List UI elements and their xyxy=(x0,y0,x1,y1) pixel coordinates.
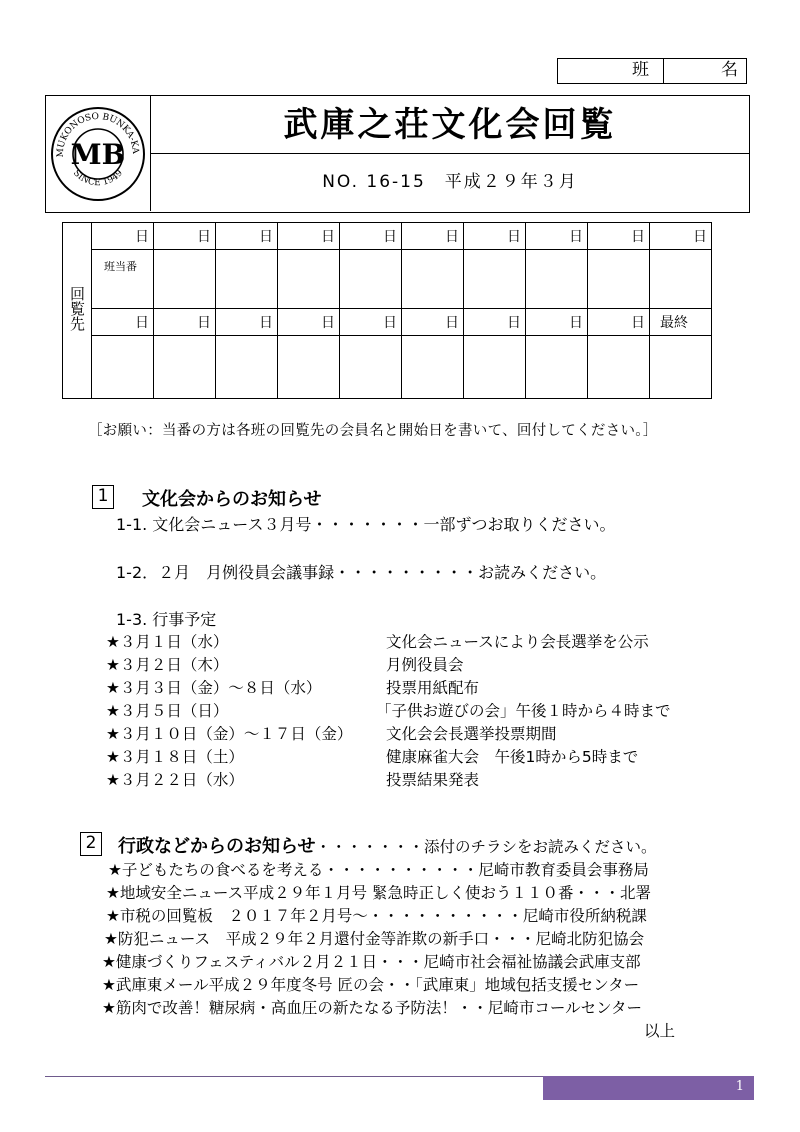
mb-logo-seal xyxy=(46,96,150,211)
date-cell: 日 xyxy=(526,309,588,336)
date-cell: 日 xyxy=(216,309,278,336)
notice-item: ★地域安全ニュース平成２９年１月号 緊急時正しく使おう１１０番・・・北署 xyxy=(106,884,652,902)
member-cell xyxy=(650,336,712,399)
date-cell: 日 xyxy=(402,309,464,336)
member-cell xyxy=(340,336,402,399)
notice-item: ★市税の回覧板 ２０１７年２月号～・・・・・・・・・・尼崎市役所納税課 xyxy=(106,907,647,925)
logo-cell xyxy=(46,96,151,211)
member-cell xyxy=(402,336,464,399)
event-date: ★３月５日（日） xyxy=(106,702,229,720)
date-cell: 日 xyxy=(154,223,216,250)
notice-item: ★子どもたちの食べるを考える・・・・・・・・・・尼崎市教育委員会事務局 xyxy=(108,861,649,879)
duty-label: 班当番 xyxy=(104,260,137,273)
event-date: ★３月１８日（土） xyxy=(106,748,244,766)
final-cell: 最終 xyxy=(650,309,712,336)
issue-number: NO. 16-15 平成２９年３月 xyxy=(322,172,578,192)
date-cell: 日 xyxy=(526,223,588,250)
member-cell xyxy=(92,336,154,399)
event-desc: 文化会会長選挙投票期間 xyxy=(386,725,557,743)
section1-item3: 1-3. 行事予定 xyxy=(116,610,217,629)
event-date: ★３月３日（金）～８日（水） xyxy=(106,679,322,697)
event-date: ★３月１０日（金）～１７日（金） xyxy=(106,725,353,743)
date-cell: 日 xyxy=(340,309,402,336)
date-cell: 日 xyxy=(278,309,340,336)
date-cell: 日 xyxy=(216,223,278,250)
name-label: 名 xyxy=(721,60,738,80)
event-desc: 投票結果発表 xyxy=(386,771,480,789)
circulation-side-label: 回覧先 xyxy=(63,223,92,399)
event-desc: 投票用紙配布 xyxy=(386,679,480,697)
member-cell xyxy=(92,250,154,309)
date-cell: 日 xyxy=(154,309,216,336)
member-cell xyxy=(216,250,278,309)
member-cell xyxy=(526,250,588,309)
event-desc: 「子供お遊びの会」午後１時から４時まで xyxy=(376,702,671,720)
event-date: ★３月１日（水） xyxy=(106,633,229,651)
date-cell: 日 xyxy=(92,309,154,336)
event-desc: 健康麻雀大会 午後1時から5時まで xyxy=(386,748,639,766)
date-cell: 日 xyxy=(650,223,712,250)
section2-title-suffix: ・・・・・・・添付のチラシをお読みください。 xyxy=(315,838,657,856)
logo-arc-top: MUKONOSO BUNKA-KA xyxy=(55,111,141,158)
date-cell: 日 xyxy=(588,309,650,336)
group-name-box xyxy=(557,58,747,84)
member-cell xyxy=(402,250,464,309)
date-cell: 日 xyxy=(340,223,402,250)
notice-item: ★健康づくりフェスティバル２月２１日・・・尼崎市社会福祉協議会武庫支部 xyxy=(102,953,641,971)
svg-text:SINCE 1949 xyxy=(71,168,125,188)
member-cell xyxy=(650,250,712,309)
member-cell xyxy=(526,336,588,399)
event-desc: 月例役員会 xyxy=(386,656,464,674)
date-cell: 日 xyxy=(92,223,154,250)
closing: 以上 xyxy=(644,1022,676,1040)
issue-cell xyxy=(151,154,749,212)
title-cell xyxy=(151,96,749,154)
notice-item: ★筋肉で改善！糖尿病・高血圧の新たなる予防法！・・尼崎市コールセンター xyxy=(102,999,642,1017)
section1-number: 1 xyxy=(92,485,114,509)
date-cell: 日 xyxy=(402,223,464,250)
date-cell: 日 xyxy=(278,223,340,250)
notice-item: ★防犯ニュース 平成２９年２月還付金等詐欺の新手口・・・尼崎北防犯協会 xyxy=(104,930,645,948)
notice-item: ★武庫東メール平成２９年度冬号 匠の会・・「武庫東」地域包括支援センター xyxy=(102,976,640,994)
bulletin-header xyxy=(45,95,750,213)
request-note: ［お願い：当番の方は各班の回覧先の会員名と開始日を書いて、回付してください。］ xyxy=(88,423,658,439)
event-date: ★３月２２日（水） xyxy=(106,771,244,789)
section1-title: 文化会からのお知らせ xyxy=(142,489,322,510)
logo-initials: MB xyxy=(70,138,126,171)
section2-number: 2 xyxy=(80,832,102,856)
member-cell xyxy=(278,336,340,399)
member-cell xyxy=(464,336,526,399)
group-label: 班 xyxy=(558,59,664,83)
section1-item2: 1-2．２月 月例役員会議事録・・・・・・・・・お読みください。 xyxy=(116,563,607,582)
section1-item1: 1-1. 文化会ニュース３月号・・・・・・・一部ずつお取りください。 xyxy=(116,515,616,534)
date-cell: 日 xyxy=(464,309,526,336)
member-cell xyxy=(588,336,650,399)
date-cell: 日 xyxy=(464,223,526,250)
event-desc: 文化会ニュースにより会長選挙を公示 xyxy=(386,633,649,651)
section2-title: 行政などからのお知らせ xyxy=(118,836,316,857)
member-cell xyxy=(154,336,216,399)
page-number: 1 xyxy=(735,1079,744,1094)
member-cell xyxy=(216,336,278,399)
circulation-table xyxy=(62,222,712,399)
member-cell xyxy=(340,250,402,309)
bulletin-title: 武庫之荘文化会回覧 xyxy=(283,105,617,145)
member-cell xyxy=(154,250,216,309)
logo-arc-bottom: SINCE 1949 xyxy=(70,168,126,189)
date-cell: 日 xyxy=(588,223,650,250)
member-cell xyxy=(278,250,340,309)
footer-bar xyxy=(543,1076,754,1100)
member-cell xyxy=(464,250,526,309)
member-cell xyxy=(588,250,650,309)
event-date: ★３月２日（木） xyxy=(106,656,229,674)
